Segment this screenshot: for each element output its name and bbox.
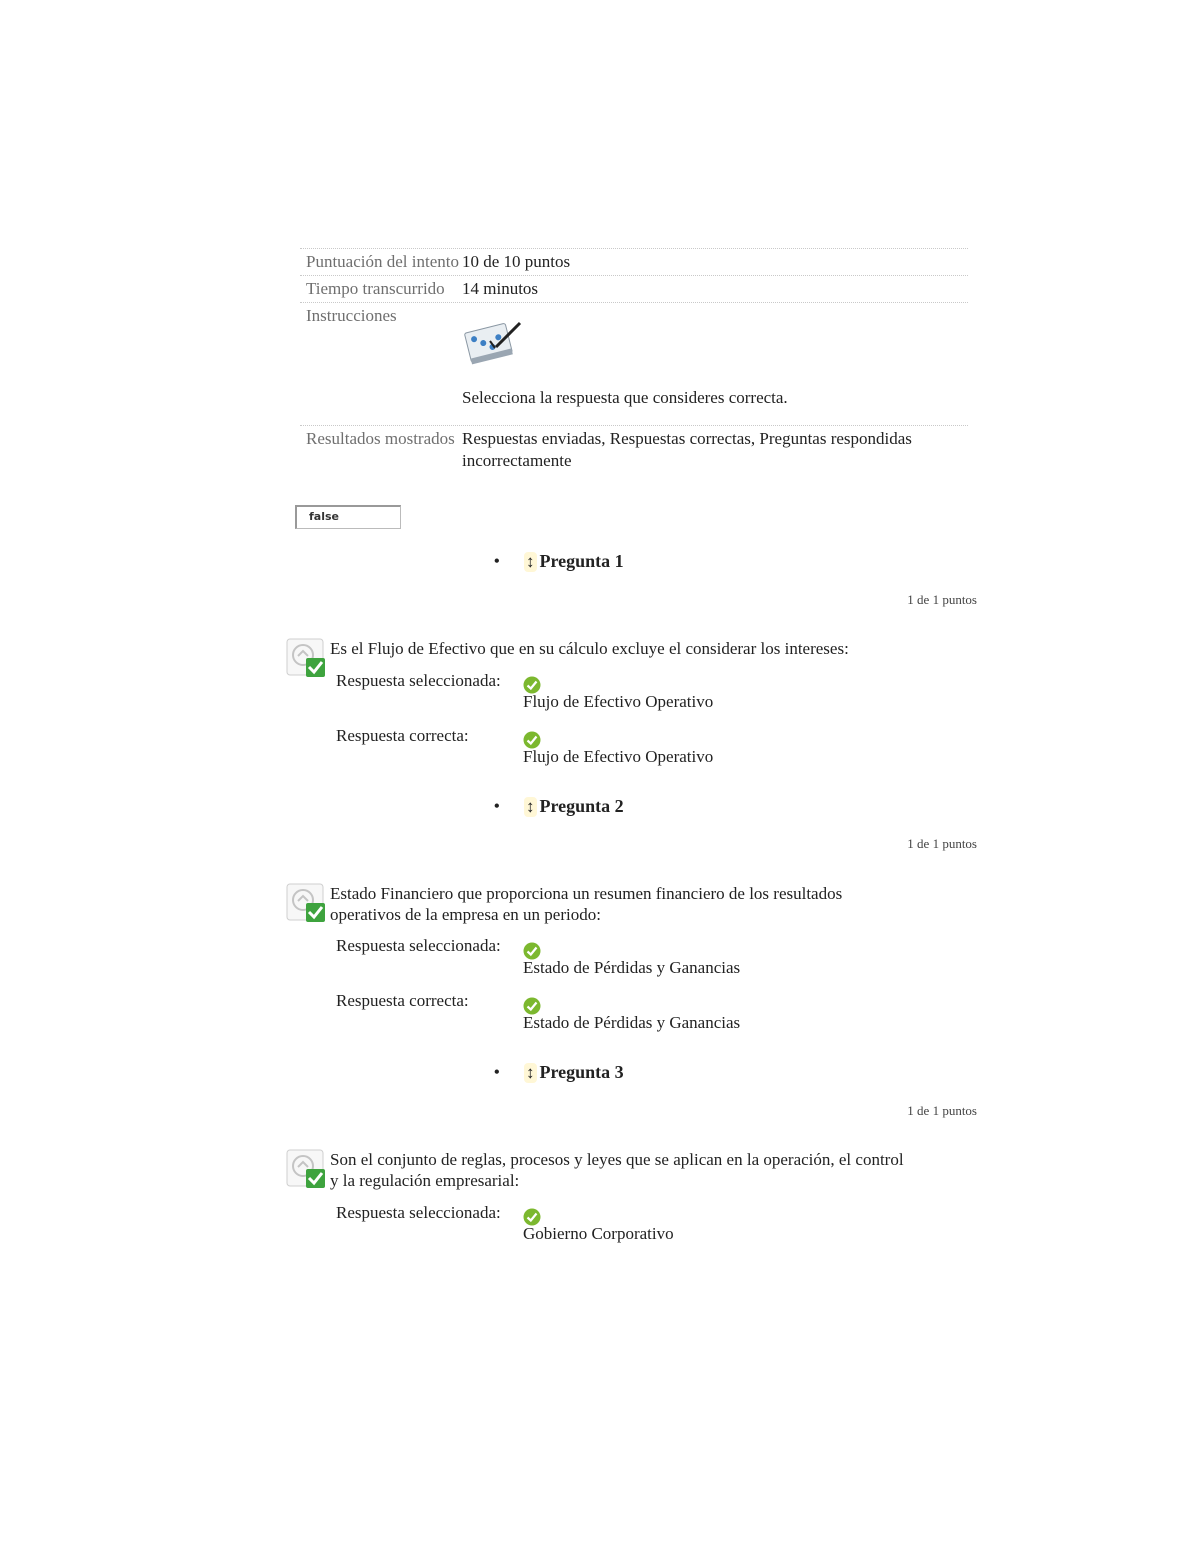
correct-question-icon — [286, 638, 326, 678]
question-2-heading[interactable] — [494, 796, 624, 817]
selected-answer-label: Respuesta seleccionada: — [336, 936, 501, 955]
results-value: Respuestas enviadas, Respuestas correctas, Preguntas respondidas incorrectamente — [462, 429, 912, 470]
summary-row-score — [300, 248, 968, 275]
question-2-correct-answer: Estado de Pérdidas y Ganancias — [523, 1013, 741, 1032]
question-2-text: Estado Financiero que proporciona un resumen financiero de los resultados operativos de la empresa en un periodo: — [330, 884, 843, 924]
question-1-points: 1 de 1 puntos — [907, 592, 977, 607]
question-3-text: Son el conjunto de reglas, procesos y leyes que se aplican en la operación, el control y la regulación empresarial: — [330, 1150, 904, 1190]
question-1-selected-answer: Flujo de Efectivo Operativo — [523, 692, 714, 711]
time-label: Tiempo transcurrido — [306, 279, 445, 298]
summary-row-instructions — [300, 302, 968, 425]
bullet: • — [494, 552, 500, 570]
question-2-points: 1 de 1 puntos — [907, 836, 977, 851]
question-3-title: Pregunta 3 — [539, 1062, 624, 1082]
expand-arrow-icon[interactable]: ↕ — [526, 796, 535, 816]
time-value: 14 minutos — [462, 279, 539, 298]
expand-arrow-icon[interactable]: ↕ — [526, 551, 535, 571]
summary-row-time — [300, 275, 968, 302]
bullet: • — [494, 1063, 500, 1081]
question-1-title: Pregunta 1 — [539, 551, 624, 571]
instructions-text: Selecciona la respuesta que consideres correcta. — [462, 388, 788, 407]
expand-arrow-icon[interactable]: ↕ — [526, 1062, 535, 1082]
results-label: Resultados mostrados — [306, 429, 455, 448]
selected-answer-label: Respuesta seleccionada: — [336, 671, 501, 690]
correct-answer-label: Respuesta correcta: — [336, 991, 469, 1010]
correct-question-icon — [286, 883, 326, 923]
score-value: 10 de 10 puntos — [462, 252, 571, 271]
correct-question-icon — [286, 1149, 326, 1189]
question-1-text: Es el Flujo de Efectivo que en su cálculo excluye el considerar los intereses: — [330, 639, 849, 658]
question-1-correct-answer: Flujo de Efectivo Operativo — [523, 747, 714, 766]
false-field[interactable]: false — [295, 505, 401, 529]
summary-row-results — [300, 425, 968, 474]
checklist-icon — [462, 315, 526, 369]
question-2-selected-answer: Estado de Pérdidas y Ganancias — [523, 958, 741, 977]
selected-answer-label: Respuesta seleccionada: — [336, 1203, 501, 1222]
score-label: Puntuación del intento — [306, 252, 459, 271]
question-3-heading[interactable] — [494, 1062, 624, 1083]
question-2-title: Pregunta 2 — [539, 796, 624, 816]
instructions-label: Instrucciones — [306, 306, 397, 325]
question-3-points: 1 de 1 puntos — [907, 1103, 977, 1118]
attempt-summary — [300, 248, 968, 474]
question-1-heading[interactable] — [494, 551, 624, 572]
correct-answer-label: Respuesta correcta: — [336, 726, 469, 745]
question-3-selected-answer: Gobierno Corporativo — [523, 1224, 674, 1243]
bullet: • — [494, 797, 500, 815]
